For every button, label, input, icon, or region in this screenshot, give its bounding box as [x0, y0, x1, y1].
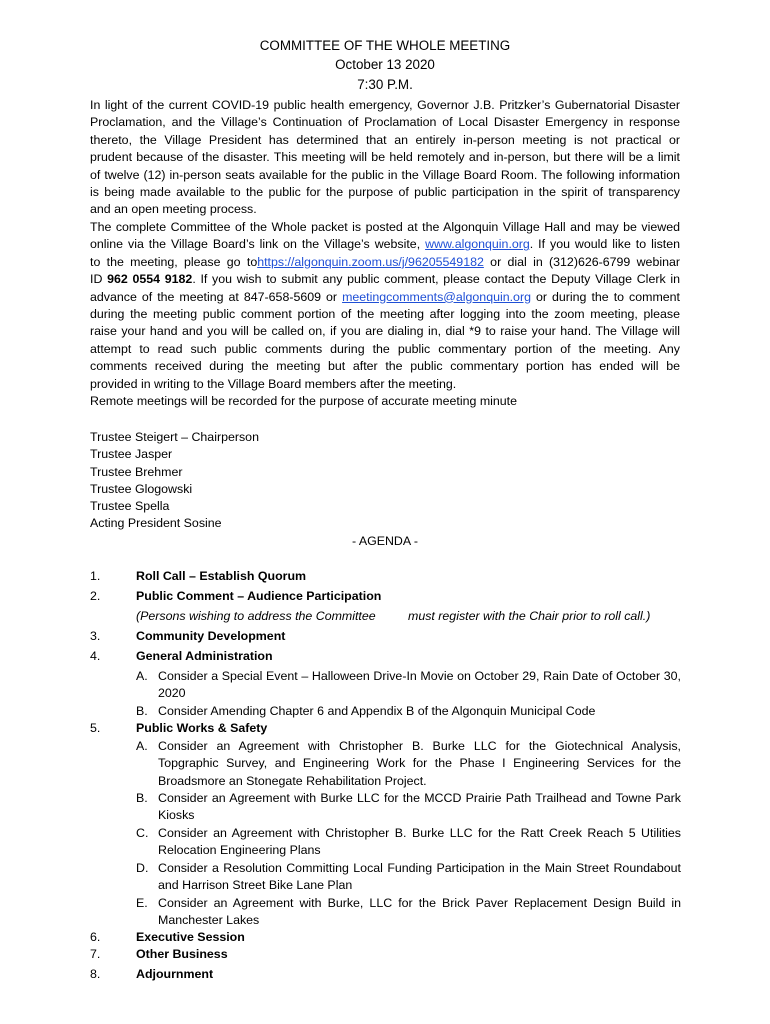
packet-line: provided in writing to the Village Board members after the meeting.	[90, 376, 457, 391]
public-comment-note: must register with the Chair prior to roll call.)	[408, 609, 651, 623]
packet-line: The complete Committee of the Whole packet is posted at the Algonquin Village Hall and may be viewed	[90, 220, 680, 234]
agenda-item-general-administration: General Administration	[136, 649, 273, 663]
packet-line: comments received during the meeting but after the public commentary portion has ended will be	[90, 359, 680, 374]
packet-line: during the meeting public comment portion of the meeting after logging into the zoom meeting, please	[90, 307, 680, 322]
subitem-text	[158, 825, 681, 860]
packet-line	[90, 236, 680, 253]
meeting-title: COMMITTEE OF THE WHOLE MEETING	[259, 38, 511, 53]
agenda-item-executive-session: Executive Session	[136, 930, 245, 944]
intro-line: is being made available to the public for the purpose of public participation in the spirit of transparency	[90, 185, 680, 200]
intro-line: In light of the current COVID-19 public health emergency, Governor J.B. Pritzker’s Gubernatorial Disaster	[90, 98, 680, 112]
agenda-item-public-works: Public Works & Safety	[136, 721, 268, 735]
subitem-line: 2020	[158, 686, 186, 701]
subitem-text	[158, 668, 681, 703]
agenda-number: 3.	[90, 629, 101, 643]
packet-text: or dial in (312)626-6799 webinar	[483, 254, 680, 269]
intro-line: and an open meeting process.	[90, 202, 257, 217]
subitem-text	[158, 703, 681, 720]
packet-text: online via the Village Board’s link on the Village’s website,	[90, 237, 426, 252]
attendee: Trustee Jasper	[90, 447, 173, 461]
subitem-line: Consider an Agreement with Christopher B. Burke LLC for the Ratt Creek Reach 5 Utilities	[158, 826, 681, 840]
agenda-number: 6.	[90, 930, 101, 944]
agenda-number: 8.	[90, 967, 101, 981]
subitem-line: Consider a Resolution Committing Local Funding Participation in the Main Street Roundabout	[158, 861, 681, 875]
attendee: Trustee Glogowski	[90, 482, 193, 496]
packet-text: to the meeting, please go to	[90, 254, 258, 269]
agenda-number: 2.	[90, 589, 101, 603]
attendee: Trustee Brehmer	[90, 465, 183, 479]
intro-line: thereto, the Village President has determined that an entirely in-person meeting is not practical or	[90, 132, 680, 147]
agenda-number: 7.	[90, 947, 101, 961]
intro-line: prudent because of the disaster. This meeting will be held remotely and in-person, but there will be a limit	[90, 150, 680, 165]
agenda-number: 1.	[90, 569, 101, 583]
subitem-text	[158, 790, 681, 825]
packet-text: or during the to comment	[530, 289, 680, 304]
subitem-letter: B.	[136, 791, 148, 805]
agenda-item-other-business: Other Business	[136, 947, 228, 961]
subitem-letter: E.	[136, 896, 148, 910]
subitem-line: and Harrison Street Bike Lane Plan	[158, 878, 353, 893]
subitem-letter: B.	[136, 704, 148, 718]
packet-line	[90, 289, 680, 306]
subitem-line: Consider a Special Event – Halloween Drive-In Movie on October 29, Rain Date of October 30,	[158, 669, 681, 683]
intro-paragraph	[90, 97, 680, 219]
subitem-text	[158, 860, 681, 895]
subitem-letter: A.	[136, 669, 148, 683]
intro-line: Proclamation, and the Village’s Continuation of Proclamation of Local Disaster Emergency in response	[90, 115, 680, 130]
packet-text: . If you would like to listen	[529, 237, 680, 252]
subitem-line: Consider an Agreement with Burke LLC for the MCCD Prairie Path Trailhead and Towne Park	[158, 791, 681, 805]
packet-line	[90, 254, 680, 271]
agenda-item-adjournment: Adjournment	[136, 967, 214, 981]
agenda-item-roll-call: Roll Call – Establish Quorum	[136, 569, 307, 583]
agenda-number: 4.	[90, 649, 101, 663]
subitem-line: Consider an Agreement with Burke, LLC for the Brick Paver Replacement Design Build in	[158, 896, 681, 910]
agenda-number: 5.	[90, 721, 101, 735]
attendee: Acting President Sosine	[90, 516, 222, 530]
website-link[interactable]: www.algonquin.org	[425, 237, 530, 252]
subitem-line: Consider an Agreement with Christopher B. Burke LLC for the Giotechnical Analysis,	[158, 739, 681, 753]
packet-line	[90, 271, 680, 288]
subitem-line: Consider Amending Chapter 6 and Appendix B of the Algonquin Municipal Code	[158, 704, 596, 718]
attendee: Trustee Spella	[90, 499, 170, 513]
intro-line: of twelve (12) in-person seats available for the public in the Village Board Room. The following information	[90, 167, 680, 182]
email-link[interactable]: meetingcomments@algonquin.org	[342, 289, 531, 304]
packet-paragraph	[90, 219, 680, 393]
subitem-letter: C.	[136, 826, 149, 840]
public-comment-note: (Persons wishing to address the Committee	[136, 609, 376, 623]
agenda-item-public-comment: Public Comment – Audience Participation	[136, 589, 382, 603]
packet-text: advance of the meeting at 847-658-5609 or	[90, 289, 343, 304]
meeting-date: October 13 2020	[335, 57, 435, 72]
packet-line: raise your hand and you will be called on, if you are dialing in, dial *9 to raise your hand. The Village will	[90, 324, 680, 339]
subitem-line: Broadsmore an Stonegate Rehabilitation Project.	[158, 773, 427, 788]
subitem-text	[158, 738, 681, 790]
agenda-item-community-development: Community Development	[136, 629, 286, 643]
meeting-time: 7:30 P.M.	[357, 77, 413, 92]
subitem-line: Topgraphic Survey, and Engineering Work for the Phase I Engineering Services for the	[158, 756, 681, 771]
webinar-id: 962 0554 9182	[107, 272, 193, 287]
subitem-letter: A.	[136, 739, 148, 753]
subitem-line: Kiosks	[158, 808, 195, 823]
subitem-line: Relocation Engineering Plans	[158, 843, 321, 858]
agenda-heading: - AGENDA -	[351, 534, 419, 548]
subitem-line: Manchester Lakes	[158, 913, 260, 928]
remote-note: Remote meetings will be recorded for the purpose of accurate meeting minute	[90, 394, 518, 408]
packet-text: ID	[90, 272, 108, 287]
subitem-letter: D.	[136, 861, 149, 875]
attendee: Trustee Steigert – Chairperson	[90, 430, 259, 444]
subitem-text	[158, 895, 681, 930]
zoom-link[interactable]: https://algonquin.zoom.us/j/96205549182	[257, 254, 484, 269]
packet-text: . If you wish to submit any public comment, please contact the Deputy Village Clerk in	[192, 272, 680, 287]
packet-line: attempt to read such public comments during the public commentary portion of the meeting. Any	[90, 341, 680, 356]
